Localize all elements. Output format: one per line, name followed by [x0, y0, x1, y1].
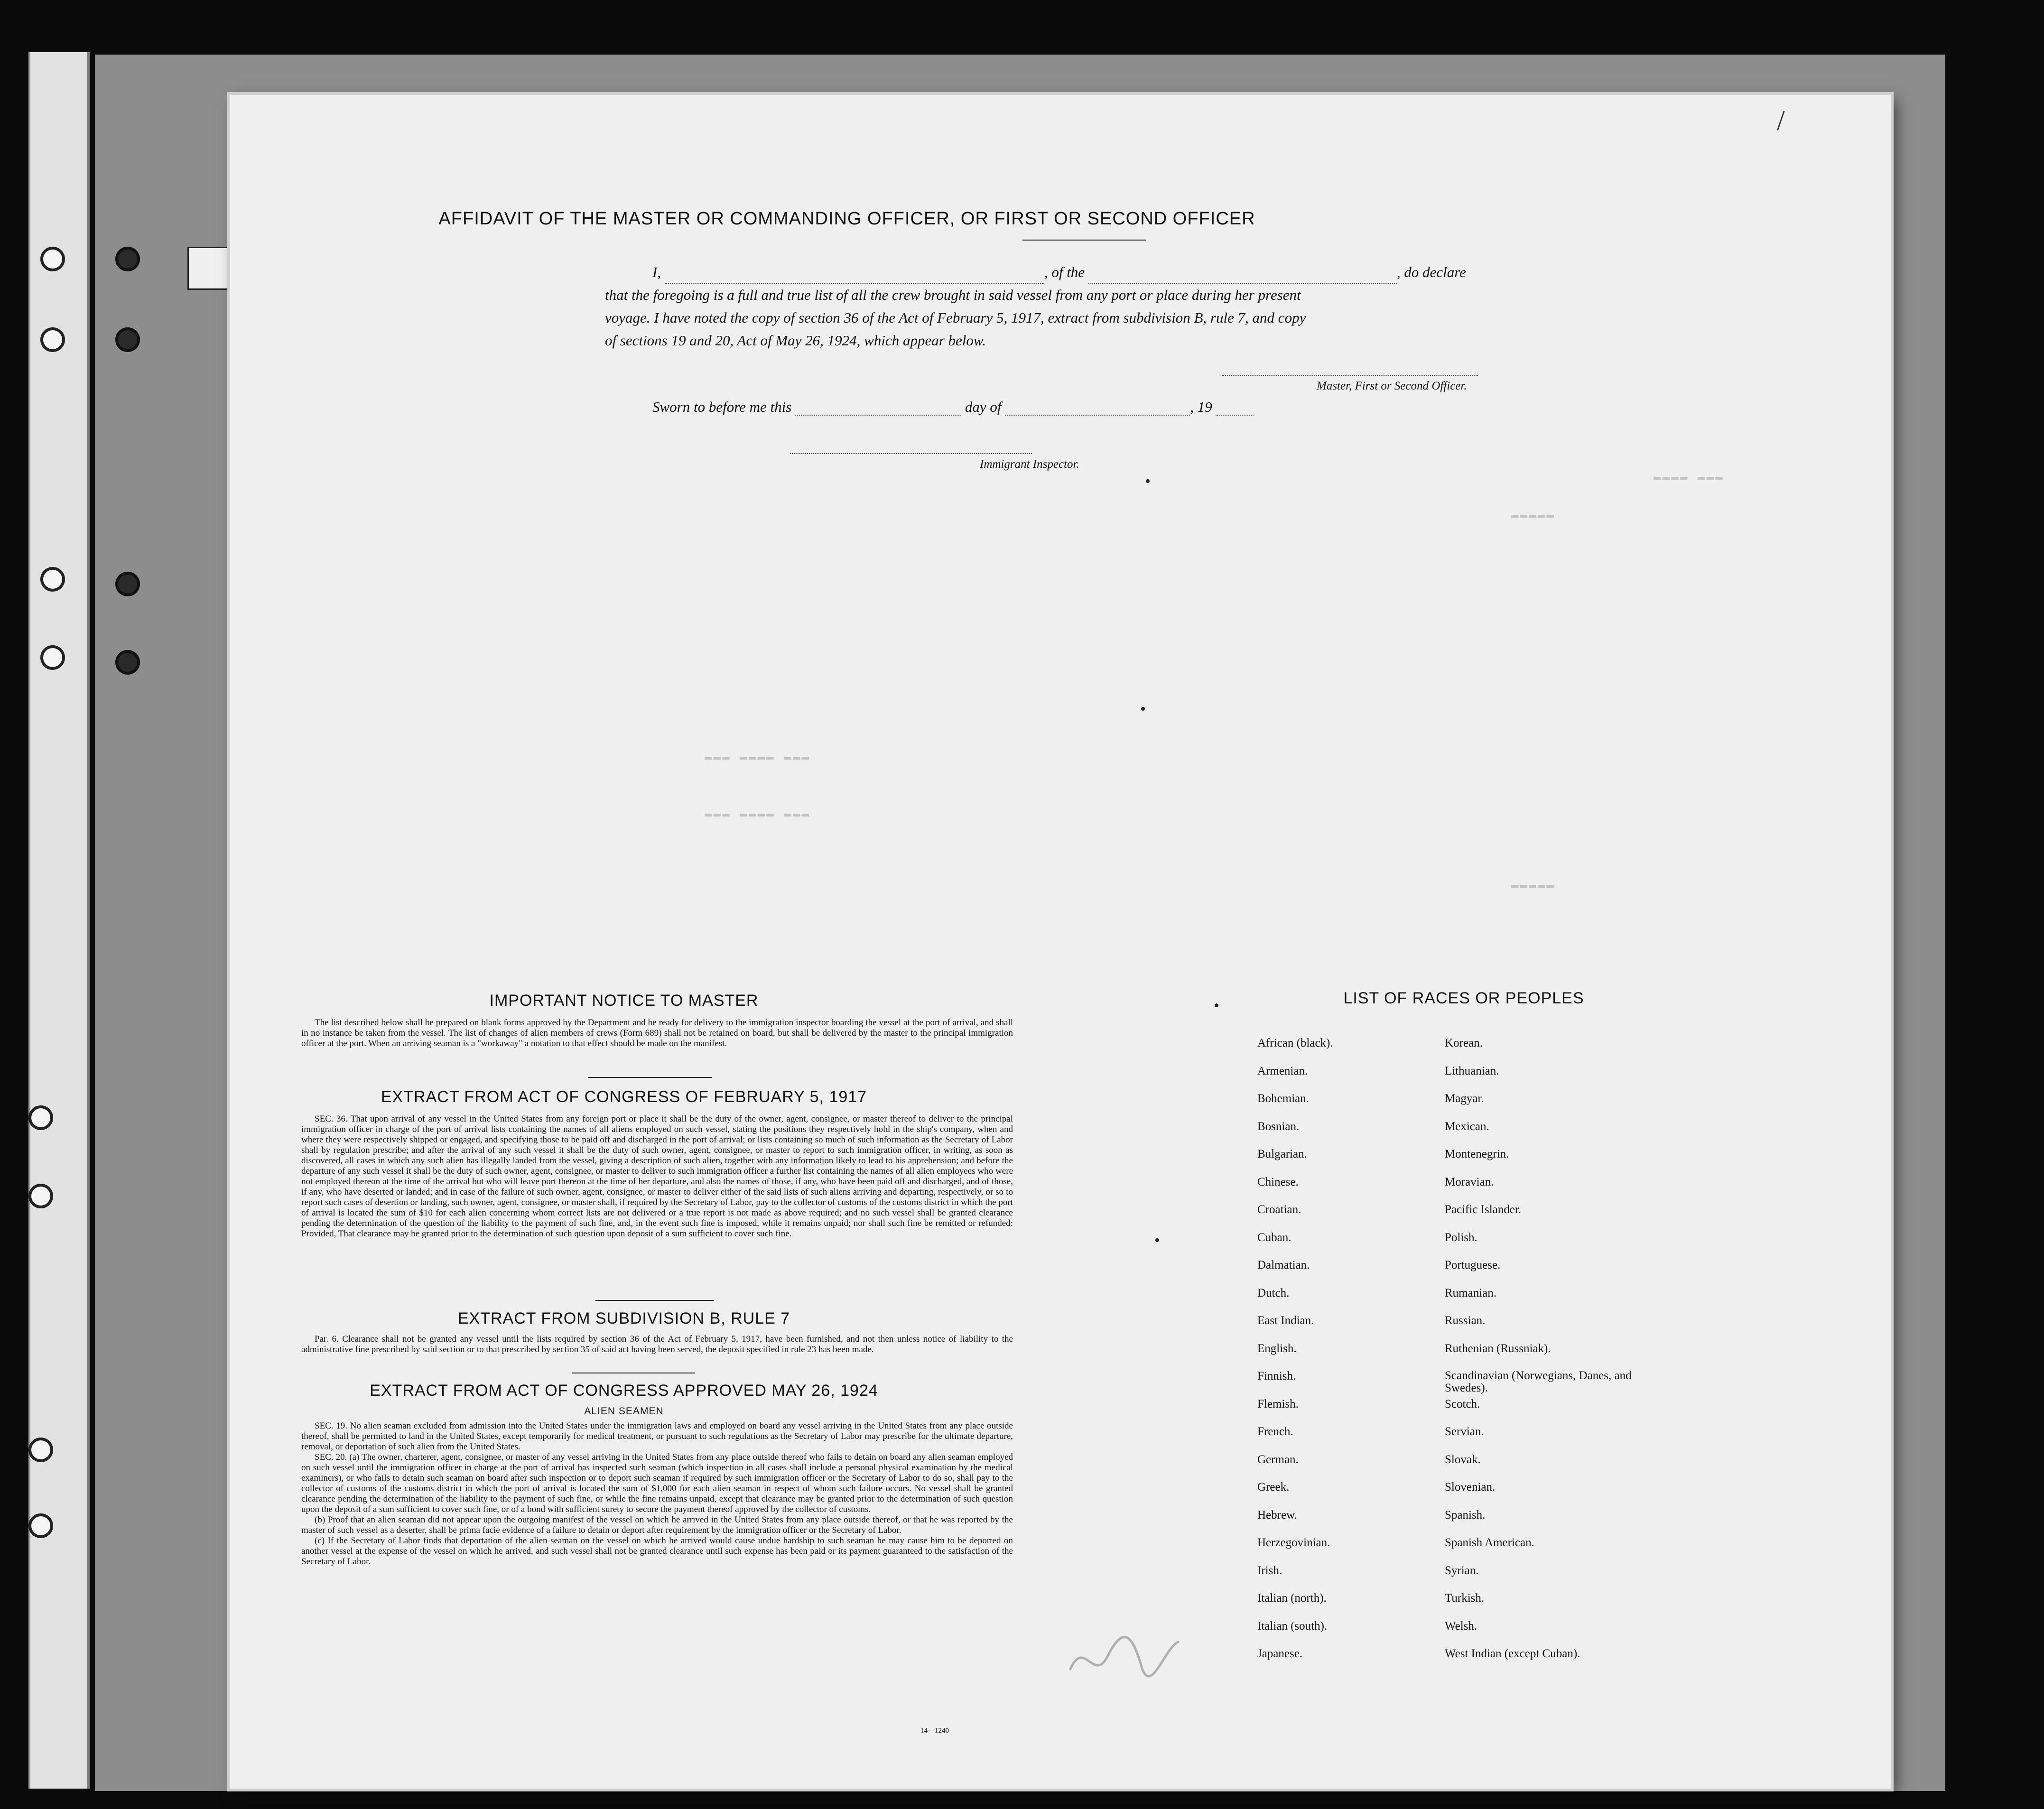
form-sheet [230, 95, 1891, 1789]
race-item: Greek. [1257, 1481, 1290, 1494]
sec20a-text: SEC. 20. (a) The owner, charterer, agent, consignee, or master of any vessel arriving in the United States from any place outside thereof who fails to detain on board any alien seaman employed on such vessel until the immigration officer in charge at the port of arrival has inspected such seaman (which inspection in all cases shall include a personal physical examination by the medical examiners), or who fails to detain such seaman on board after such inspection or to deport such seaman if required by such immigration officer or the Secretary of Labor to do so, shall pay to the collector of customs of the customs district in which the port of arrival is located the sum of $1,000 for each alien seaman in respect of whom such failure occurs. No vessel shall be granted clearance pending the determination of the liability to the payment of such fine, or while the fine remains unpaid, except that clearance may be granted prior to the determination of such question upon the deposit of a sum sufficient to cover such fine, or of a bond with sufficient surety to secure the payment thereof approved by the collector of customs. [301, 1452, 1013, 1514]
race-item: Turkish. [1445, 1592, 1485, 1605]
bleed-through-text: ▬▬▬ ▬▬▬▬ ▬▬▬ [705, 807, 811, 821]
race-item: Chinese. [1257, 1175, 1299, 1188]
binder-hole [40, 327, 65, 352]
race-item: Irish. [1257, 1564, 1282, 1577]
race-item: African (black). [1257, 1037, 1333, 1049]
race-item: Russian. [1445, 1314, 1486, 1327]
do-declare-word: , do declare [1396, 264, 1466, 280]
affidavit-line-3: voyage. I have noted the copy of section 36 of the Act of February 5, 1917, extract from subdivision B, rule 7, and copy [605, 309, 1306, 326]
extract-1924-title: EXTRACT FROM ACT OF CONGRESS APPROVED MAY 26, 1924 [370, 1382, 878, 1400]
race-item: Herzegovinian. [1257, 1536, 1330, 1549]
race-item: Scotch. [1445, 1397, 1480, 1410]
master-signature-line[interactable] [1222, 375, 1478, 376]
race-item: Polish. [1445, 1231, 1477, 1244]
binder-hole [40, 567, 65, 592]
bleed-through-text: ▬▬▬ ▬▬▬▬ ▬▬▬ [705, 750, 811, 764]
race-item: Bosnian. [1257, 1120, 1300, 1133]
extract-1917-text: SEC. 36. That upon arrival of any vessel in the United States from any foreign port or place it shall be the duty of the owner, agent, consignee, or master thereof to deliver to the principal immigration officer in charge of the port of arrival lists containing the names of all aliens employed on such vessel, stating the positions they respectively hold in the ship's company, when and where they were respectively shipped or engaged, and specifying those to be paid off and discharged in the port of arrival; or lists containing so much of such information as the Secretary of Labor shall by regulation prescribe; and after the arrival of any such vessel it shall be the duty of such owner, agent, consignee, or master to report to such immigration officer, in writing, as soon as discovered, all cases in which any such alien has illegally landed from the vessel, giving a description of such alien, together with any information likely to lead to his apprehension; and before the departure of any such vessel it shall be the duty of such owner, agent, consignee, or master to deliver to such immigration officer a further list containing the names of all alien employees who were not employed thereon at the time of the arrival but who will leave port thereon at the time of her departure, and also the names of those, if any, who have been paid off and discharged, and of those, if any, who have deserted or landed; and in case of the failure of such owner, agent, consignee, or master to deliver either of the said lists of such aliens arriving and departing, respectively, or so to report such cases of desertion or landing, such owner, agent, consignee, or master shall, if required by the Secretary of Labor, pay to the collector of customs of the customs district in which the port of arrival is located the sum of $10 for each alien concerning whom correct lists are not delivered or a true report is not made as above required; and no such vessel shall be granted clearance pending the determination of the question of the liability to the payment of such fine, and, in the event such fine is imposed, while it remains unpaid; nor shall such fine be remitted or refunded: Provided, That clearance may be granted prior to the determination of such question upon deposit of a sum sufficient to cover such fine. [301, 1114, 1013, 1239]
extract-1924-subtitle: ALIEN SEAMEN [584, 1406, 664, 1417]
race-item: Finnish. [1257, 1370, 1296, 1382]
race-item: English. [1257, 1342, 1297, 1355]
sec19-text: SEC. 19. No alien seaman excluded from admission into the United States under the immigration laws and employed on board any vessel arriving in the United States from any place outside thereof, shall be permitted to land in the United States, except temporarily for medical treatment, or pursuant to such regulations as the Secretary of Labor may prescribe for the ultimate departure, removal, or deportation of such alien from the United States. [301, 1421, 1013, 1452]
races-title: LIST OF RACES OR PEOPLES [1343, 989, 1584, 1007]
sworn-year-field[interactable] [1216, 400, 1254, 416]
race-item: Korean. [1445, 1037, 1483, 1049]
binder-hole [28, 1513, 53, 1538]
ink-speck [1146, 479, 1150, 483]
binder-hole [28, 1105, 53, 1130]
inspector-caption: Immigrant Inspector. [980, 458, 1079, 471]
race-item: Magyar. [1445, 1092, 1484, 1105]
master-caption: Master, First or Second Officer. [1317, 380, 1467, 392]
bleed-through-text: ▬▬▬▬ ▬▬▬ [1654, 470, 1724, 484]
race-item: Italian (north). [1257, 1592, 1327, 1605]
section-divider [595, 1300, 714, 1301]
race-item: Dalmatian. [1257, 1259, 1310, 1271]
race-item: Dutch. [1257, 1286, 1290, 1299]
race-item: Spanish. [1445, 1508, 1486, 1521]
race-item: Spanish American. [1445, 1536, 1534, 1549]
binder-hole [28, 1184, 53, 1208]
race-item: Portuguese. [1445, 1259, 1501, 1271]
form-number: 14—1240 [920, 1727, 949, 1735]
race-item: Mexican. [1445, 1120, 1489, 1133]
officer-name-field[interactable] [665, 269, 1044, 284]
notice-title: IMPORTANT NOTICE TO MASTER [489, 992, 759, 1010]
handwritten-signature [1065, 1627, 1184, 1684]
ink-speck [1155, 1238, 1159, 1242]
notice-text: The list described below shall be prepared on blank forms approved by the Department and be ready for delivery to the immigration inspector boarding the vessel at the port of arrival, and shall in no instance be taken from the vessel. The list of changes of alien members of crews (Form 689) shall not be retained on board, but shall be delivered by the master to the principal immigration officer at the port. When an arriving seaman is a "workaway" a notation to that effect should be made on the manifest. [301, 1018, 1013, 1048]
race-item: Pacific Islander. [1445, 1203, 1522, 1216]
races-right-column [1445, 1037, 1644, 1675]
of-the-word: , of the [1044, 264, 1085, 280]
race-item: Lithuanian. [1445, 1064, 1499, 1077]
extract-rule7-text: Par. 6. Clearance shall not be granted any vessel until the lists required by section 36 of the Act of February 5, 1917, have been furnished, and not then unless notice of liability to the administrative fine prescribed by said section or to that prescribed by section 35 of said act having been served, the deposit specified in rule 23 has been made. [301, 1334, 1013, 1354]
corner-mark: / [1777, 105, 1785, 136]
race-item: Servian. [1445, 1425, 1484, 1438]
day-of-word: day of [965, 399, 1002, 415]
race-item: French. [1257, 1425, 1293, 1438]
race-item: Bulgarian. [1257, 1148, 1307, 1160]
sec20c-text: (c) If the Secretary of Labor finds that deportation of the alien seaman on the vessel on which he arrived would cause undue hardship to such seaman he may cause him to be deported on another vessel at the expense of the vessel on which he arrived, and such vessel shall not be granted clearance until such expense has been paid or its payment guaranteed to the satisfaction of the Secretary of Labor. [301, 1536, 1013, 1567]
race-item: German. [1257, 1453, 1299, 1466]
race-item: Japanese. [1257, 1647, 1303, 1660]
affidavit-body [605, 261, 1767, 352]
race-item: Moravian. [1445, 1175, 1494, 1188]
race-item: Montenegrin. [1445, 1148, 1509, 1160]
race-item: Slovenian. [1445, 1481, 1496, 1494]
ink-speck [1215, 1003, 1218, 1007]
binder-hole [40, 247, 65, 271]
affidavit-line-2: that the foregoing is a full and true list of all the crew brought in said vessel from any port or place during her present [605, 287, 1301, 303]
binder-hole [115, 650, 140, 675]
race-item: Flemish. [1257, 1397, 1299, 1410]
race-item: Bohemian. [1257, 1092, 1310, 1105]
race-item: Rumanian. [1445, 1286, 1497, 1299]
ink-speck [1141, 707, 1145, 711]
extract-1917-body [301, 1114, 1013, 1239]
races-left-column [1257, 1037, 1423, 1675]
inspector-signature-line[interactable] [790, 453, 1032, 454]
sworn-prefix: Sworn to before me this [652, 399, 792, 415]
race-item: East Indian. [1257, 1314, 1314, 1327]
race-item: Croatian. [1257, 1203, 1301, 1216]
race-item: Armenian. [1257, 1064, 1308, 1077]
race-item: Hebrew. [1257, 1508, 1297, 1521]
race-item: Slovak. [1445, 1453, 1481, 1466]
affidavit-line-4: of sections 19 and 20, Act of May 26, 1924, which appear below. [605, 332, 986, 349]
binder-hole [115, 572, 140, 596]
race-item: Syrian. [1445, 1564, 1479, 1577]
race-item: Scandinavian (Norwegians, Danes, and Swedes). [1445, 1369, 1632, 1394]
i-word: I, [652, 264, 661, 280]
vessel-name-field[interactable] [1088, 269, 1397, 284]
bleed-through-text: ▬▬▬▬▬ [1511, 878, 1556, 892]
extract-rule7-body [301, 1334, 1013, 1355]
affidavit-title-rule [1022, 240, 1146, 241]
bleed-through-text: ▬▬▬▬▬ [1511, 508, 1556, 522]
race-item: Ruthenian (Russniak). [1445, 1342, 1551, 1355]
affidavit-line-1 [605, 261, 1767, 284]
binder-hole [40, 645, 65, 670]
binder-hole [115, 327, 140, 352]
section-divider [588, 1077, 712, 1078]
sworn-line [652, 399, 1254, 416]
binder-hole [115, 247, 140, 271]
year-prefix: , 19 [1190, 399, 1212, 415]
race-item: Cuban. [1257, 1231, 1291, 1244]
race-item: Italian (south). [1257, 1619, 1328, 1633]
extract-rule7-title: EXTRACT FROM SUBDIVISION B, RULE 7 [457, 1309, 790, 1327]
sworn-month-field[interactable] [1005, 400, 1190, 416]
sworn-day-field[interactable] [795, 400, 961, 416]
binder-hole [28, 1438, 53, 1462]
affidavit-title: AFFIDAVIT OF THE MASTER OR COMMANDING OFFICER, OR FIRST OR SECOND OFFICER [438, 209, 1255, 229]
extract-1924-body [301, 1421, 1013, 1567]
sec20b-text: (b) Proof that an alien seaman did not appear upon the outgoing manifest of the vessel on which he arrived in the United States from any place outside thereof, or that he was reported by the master of such vessel as a deserter, shall be prima facie evidence of a failure to detain or deport after requirement by the immigration officer or the Secretary of Labor. [301, 1515, 1013, 1535]
race-item: West Indian (except Cuban). [1445, 1647, 1580, 1660]
race-item: Welsh. [1445, 1619, 1477, 1633]
notice-body [301, 1018, 1013, 1049]
extract-1917-title: EXTRACT FROM ACT OF CONGRESS OF FEBRUARY 5, 1917 [381, 1088, 867, 1106]
